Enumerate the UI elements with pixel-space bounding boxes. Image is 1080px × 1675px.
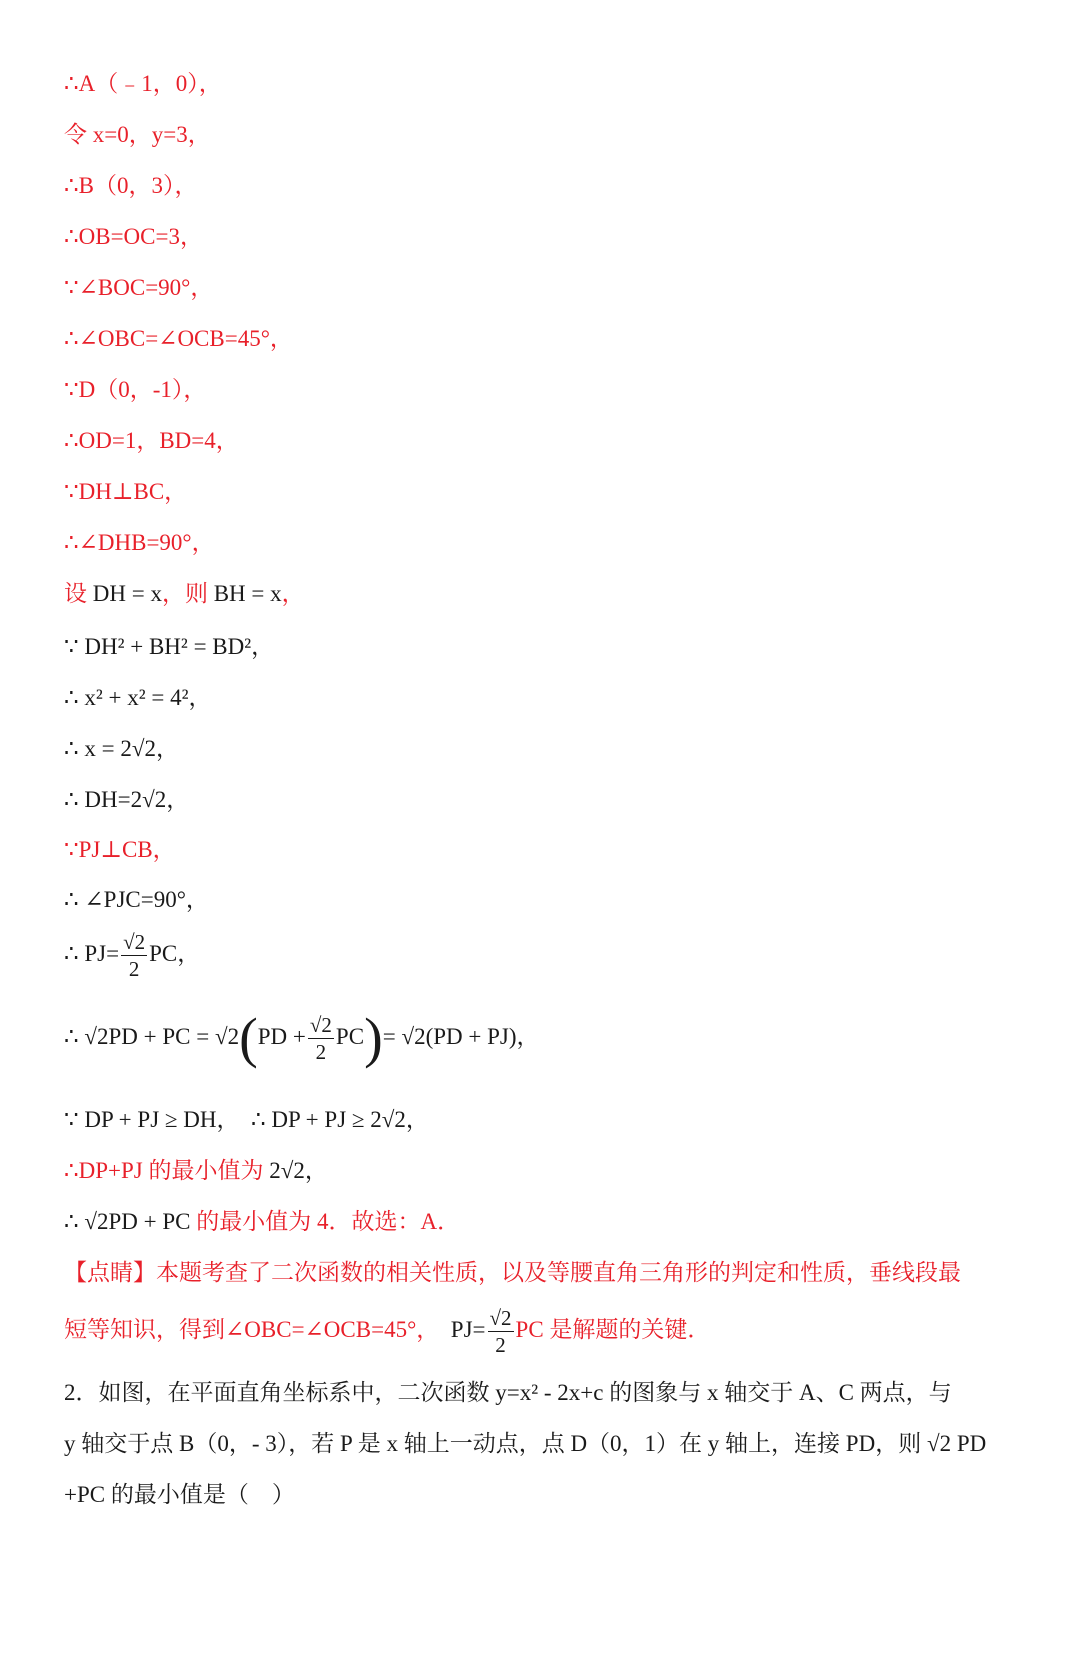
fraction [121, 931, 147, 980]
math-fragment: PJ= [450, 1317, 486, 1342]
step-line: ∵D（0，-1）， [64, 377, 207, 402]
step-line: ∴ DH=2√2， [64, 787, 190, 812]
step-line: ∴∠OBC=∠OCB=45°， [64, 326, 293, 351]
math-fragment: DH = x [92, 581, 162, 606]
note-line [64, 1302, 710, 1358]
math-fragment: 2√2， [269, 1158, 328, 1183]
step-line: ∵ DH² + BH² = BD²， [64, 634, 275, 659]
step-line [64, 1106, 429, 1134]
text-fragment: ， [281, 581, 305, 606]
note-line: 【点睛】本题考查了二次函数的相关性质，以及等腰直角三角形的判定和性质，垂线段最 [64, 1260, 961, 1285]
question-line: +PC 的最小值是（ ） [64, 1482, 295, 1507]
math-fragment: ∴ √2PD + PC [64, 1209, 191, 1234]
math-fragment: PC， [149, 941, 201, 966]
fraction-denominator: 2 [315, 1040, 327, 1065]
question-line: 2．如图，在平面直角坐标系中，二次函数 y=x² - 2x+c 的图象与 x 轴交于 A、C 两点，与 [64, 1380, 952, 1405]
open-paren-icon: ( [239, 1007, 258, 1070]
fraction-denominator: 2 [128, 957, 140, 982]
step-line [64, 1007, 540, 1070]
text-fragment: 的最小值为 4．故选：A． [190, 1209, 461, 1234]
text-fragment: 的最小值为 [142, 1158, 270, 1183]
step-line: ∴OD=1，BD=4， [64, 428, 239, 453]
step-line: ∴OB=OC=3， [64, 224, 203, 249]
step-line: ∴ x² + x² = 4²， [64, 685, 212, 710]
text-fragment: PC 是解题的关键． [515, 1317, 711, 1342]
math-fragment: = √2(PD + PJ)， [382, 1024, 540, 1049]
step-line: ∴∠DHB=90°， [64, 530, 215, 555]
fraction [308, 1014, 334, 1063]
step-line: ∵DH⊥BC， [64, 479, 188, 504]
math-fragment: ∴ √2PD + PC = √2 [64, 1024, 240, 1049]
step-line: 令 x=0，y=3， [64, 122, 211, 147]
step-line: ∴B（0，3）， [64, 173, 198, 198]
math-fragment: ∴DP+PJ [64, 1158, 143, 1183]
fraction-numerator: √2 [489, 1306, 512, 1331]
step-line [64, 1208, 460, 1236]
math-fragment: PD + [257, 1024, 306, 1049]
step-line: ∴ ∠PJC=90°， [64, 887, 209, 912]
fraction [488, 1307, 514, 1356]
math-fragment: ∵ DP + PJ ≥ DH， [64, 1107, 240, 1132]
question-line: y 轴交于点 B（0，- 3），若 P 是 x 轴上一动点，点 D（0，1）在 y 轴上，连接 PD，则 √2 PD [64, 1431, 987, 1456]
step-line: ∴ x = 2√2， [64, 736, 179, 761]
math-fragment: BH = x [213, 581, 282, 606]
text-fragment: 设 [64, 581, 93, 606]
text-fragment: ，则 [161, 581, 214, 606]
text-fragment: 短等知识，得到∠OBC=∠OCB=45°， [64, 1317, 440, 1342]
math-fragment: ∴ PJ= [64, 941, 120, 966]
step-line [64, 930, 200, 980]
fraction-denominator: 2 [495, 1333, 506, 1358]
step-line: ∵PJ⊥CB， [64, 837, 176, 862]
close-paren-icon: ) [364, 1007, 383, 1070]
math-fragment: ∴ DP + PJ ≥ 2√2， [251, 1107, 429, 1132]
fraction-numerator: √2 [123, 930, 146, 955]
step-line: ∵∠BOC=90°， [64, 275, 214, 300]
math-fragment: PC [335, 1024, 365, 1049]
fraction-numerator: √2 [309, 1013, 332, 1038]
step-line [64, 580, 305, 608]
step-line: ∴A（﹣1，0）， [64, 71, 222, 96]
step-line [64, 1157, 328, 1185]
